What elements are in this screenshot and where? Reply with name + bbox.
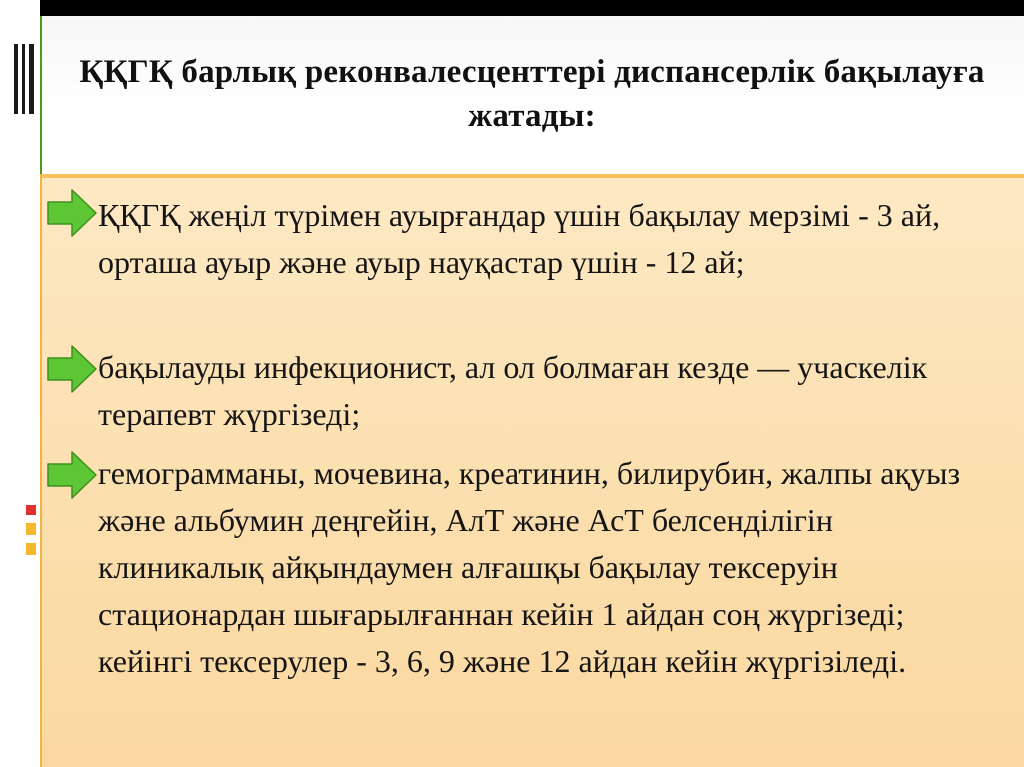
- decorative-mark: [26, 505, 36, 515]
- decorative-mark: [26, 543, 36, 555]
- green-arrow-icon: [46, 188, 98, 238]
- left-decorative-lines: [0, 44, 40, 114]
- slide-title: ҚҚГҚ барлық реконвалесценттері диспансерлік бақылауға жатады:: [79, 54, 985, 134]
- decorative-line: [14, 44, 18, 114]
- green-arrow-icon: [46, 344, 98, 394]
- content-panel: [40, 174, 1024, 767]
- decorative-line: [22, 44, 25, 114]
- bullet-text: бақылауды инфекционист, ал ол болмаған кезде — учаскелік терапевт жүргізеді;: [98, 349, 928, 432]
- bullet-text: гемограмманы, мочевина, креатинин, билирубин, жалпы ақуыз және альбумин деңгейін, АлТ және АсТ белсенділігін клиникалық айқындаумен алғашқы бақылау тексеруін стационардан шығарылғаннан кейін 1 айдан соң жүргізеді; кейінгі тексерулер - 3, 6, 9 және 12 айдан кейін жүргізіледі.: [98, 455, 961, 679]
- title-area: [40, 16, 1024, 174]
- bullet-text: ҚҚГҚ жеңіл түрімен ауырғандар үшін бақылау мерзімі - 3 ай, орташа ауыр және ауыр науқастар үшін - 12 ай;: [98, 197, 941, 280]
- top-black-bar: [40, 0, 1024, 16]
- decorative-line: [29, 44, 34, 114]
- decorative-mark: [26, 523, 36, 535]
- left-decorative-marks: [26, 505, 38, 587]
- green-arrow-icon: [46, 450, 98, 500]
